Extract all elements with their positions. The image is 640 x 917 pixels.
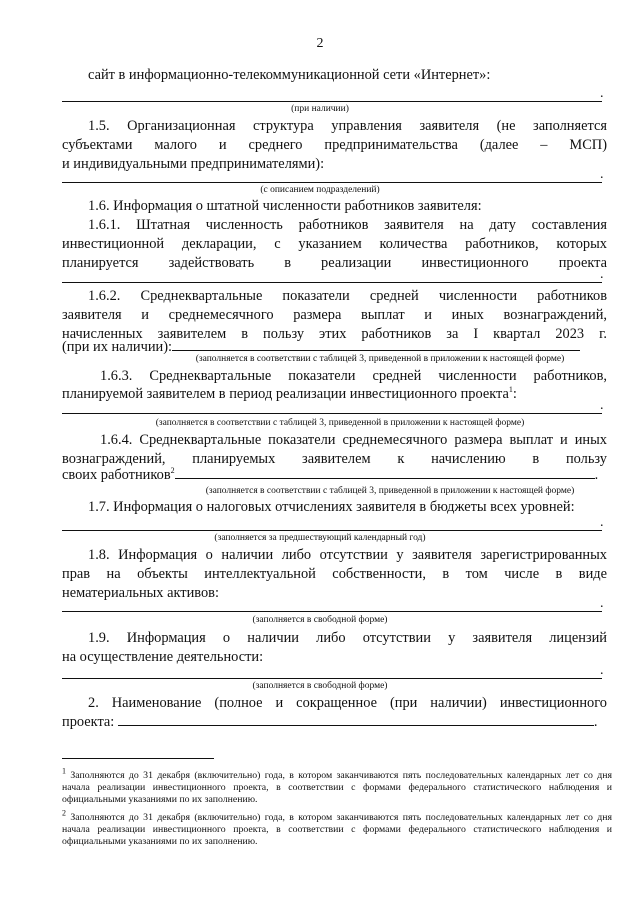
section-1-6-1-line2: инвестиционной декларации, с указанием количества работников, которых	[62, 236, 607, 252]
section-1-6-4-line3: своих работников$^2$ .	[62, 466, 599, 483]
staff-count-period: .	[600, 267, 604, 282]
section-1-6-2-line1: 1.6.2. Среднеквартальные показатели средней численности работников	[88, 288, 607, 304]
section-1-8-line1: 1.8. Информация о наличии либо отсутствии у заявителя зарегистрированных	[88, 547, 607, 563]
caption-if-any: (при наличии)	[291, 104, 349, 114]
staff-count-fill-line	[62, 282, 602, 283]
ip-rights-period: .	[600, 596, 604, 611]
section-1-6-2-line2: заявителя и среднемесячного размера выплат и иных вознаграждений,	[62, 307, 607, 323]
caption-prev-year: (заполняется за предшествующий календарный год)	[214, 533, 426, 543]
planned-headcount-period: .	[600, 398, 604, 413]
section-1-6-3-line2: планируемой заявителем в период реализации инвестиционного проекта$^1$:	[62, 385, 517, 402]
website-label: сайт в информационно-телекоммуникационной сети «Интернет»:	[88, 67, 491, 83]
website-fill-line	[62, 101, 602, 102]
caption-table3-a: (заполняется в соответствии с таблицей 3, приведенной в приложении к настоящей форме)	[195, 354, 565, 364]
caption-free-a: (заполняется в свободной форме)	[252, 615, 388, 625]
licenses-period: .	[600, 663, 604, 678]
licenses-fill-line	[62, 678, 602, 679]
footnote-2-mark: 2	[62, 808, 66, 818]
caption-table3-b: (заполняется в соответствии с таблицей 3, приведенной в приложении к настоящей форме)	[155, 418, 525, 428]
footnote-2-text: Заполняются до 31 декабря (включительно) года, в котором заканчиваются пять последовательных календарных лет со дня начала реализации инвестиционного проекта, в соответствии с формами федерального статистического наблюдения и официальными указаниями по их заполнению.	[62, 812, 612, 847]
planned-headcount-fill-line	[62, 413, 602, 414]
section-1-5-line1: 1.5. Организационная структура управления заявителя (не заполняется	[88, 118, 607, 134]
section-1-6-4-text: своих работников	[62, 467, 171, 483]
section-1-6-4-line2: вознаграждений, планируемых заявителем к начислению в пользу	[62, 451, 607, 467]
section-2-label: проекта:	[62, 714, 115, 730]
section-1-6-3-line1: 1.6.3. Среднеквартальные показатели средней численности работников,	[100, 368, 607, 384]
section-2-line2: проекта: .	[62, 714, 598, 730]
section-1-6-3-text: планируемой заявителем в период реализации инвестиционного проекта	[62, 386, 509, 402]
footnote-1-mark: 1	[62, 766, 66, 776]
section-1-9-line2: на осуществление деятельности:	[62, 649, 264, 665]
tax-fill-line	[62, 530, 602, 531]
ip-rights-fill-line	[62, 611, 602, 612]
caption-table3-c: (заполняется в соответствии с таблицей 3, приведенной в приложении к настоящей форме)	[205, 486, 575, 496]
avg-headcount-fill-line	[172, 350, 580, 351]
section-2-line1: 2. Наименование (полное и сокращенное (при наличии) инвестиционного	[88, 695, 607, 711]
footnote-ref-1: 1	[508, 385, 513, 395]
section-1-8-line2: прав на объекты интеллектуальной собственности, в том числе в виде	[62, 566, 607, 582]
footnote-separator	[62, 758, 214, 759]
page-number: 2	[316, 36, 324, 51]
org-structure-period: .	[600, 167, 604, 182]
section-1-6: 1.6. Информация о штатной численности работников заявителя:	[88, 198, 482, 214]
section-1-9-line1: 1.9. Информация о наличии либо отсутствии у заявителя лицензий	[88, 630, 607, 646]
section-1-6-4-line1: 1.6.4. Среднеквартальные показатели среднемесячного размера выплат и иных	[100, 432, 607, 448]
section-1-6-2-label: (при их наличии):	[62, 339, 173, 355]
tax-period: .	[600, 515, 604, 530]
section-1-6-2-line3: начисленных заявителем в пользу этих работников за I квартал 2023 г.	[62, 326, 607, 342]
section-1-7: 1.7. Информация о налоговых отчислениях заявителя в бюджеты всех уровней:	[88, 499, 575, 515]
section-1-6-1-line1: 1.6.1. Штатная численность работников заявителя на дату составления	[88, 217, 607, 233]
caption-divisions: (с описанием подразделений)	[260, 185, 380, 195]
footnote-1-text: Заполняются до 31 декабря (включительно) года, в котором заканчиваются пять последовательных календарных лет со дня начала реализации инвестиционного проекта, в соответствии с формами федерального статистического наблюдения и официальными указаниями по их заполнению.	[62, 770, 612, 805]
planned-payments-fill-line	[175, 478, 595, 479]
footnote-2	[62, 808, 612, 848]
project-name-fill-line	[118, 725, 594, 726]
section-1-5-line3: и индивидуальными предпринимателями):	[62, 156, 325, 172]
caption-free-b: (заполняется в свободной форме)	[252, 681, 388, 691]
section-1-6-1-line3: планируется задействовать в реализации инвестиционного проекта	[62, 255, 607, 271]
website-period: .	[600, 86, 604, 101]
section-1-8-line3: нематериальных активов:	[62, 585, 219, 601]
footnote-1	[62, 766, 612, 806]
org-structure-fill-line	[62, 182, 602, 183]
footnote-ref-2: 2	[170, 466, 175, 476]
section-1-5-line2: субъектами малого и среднего предпринимательства (далее – МСП)	[62, 137, 607, 153]
